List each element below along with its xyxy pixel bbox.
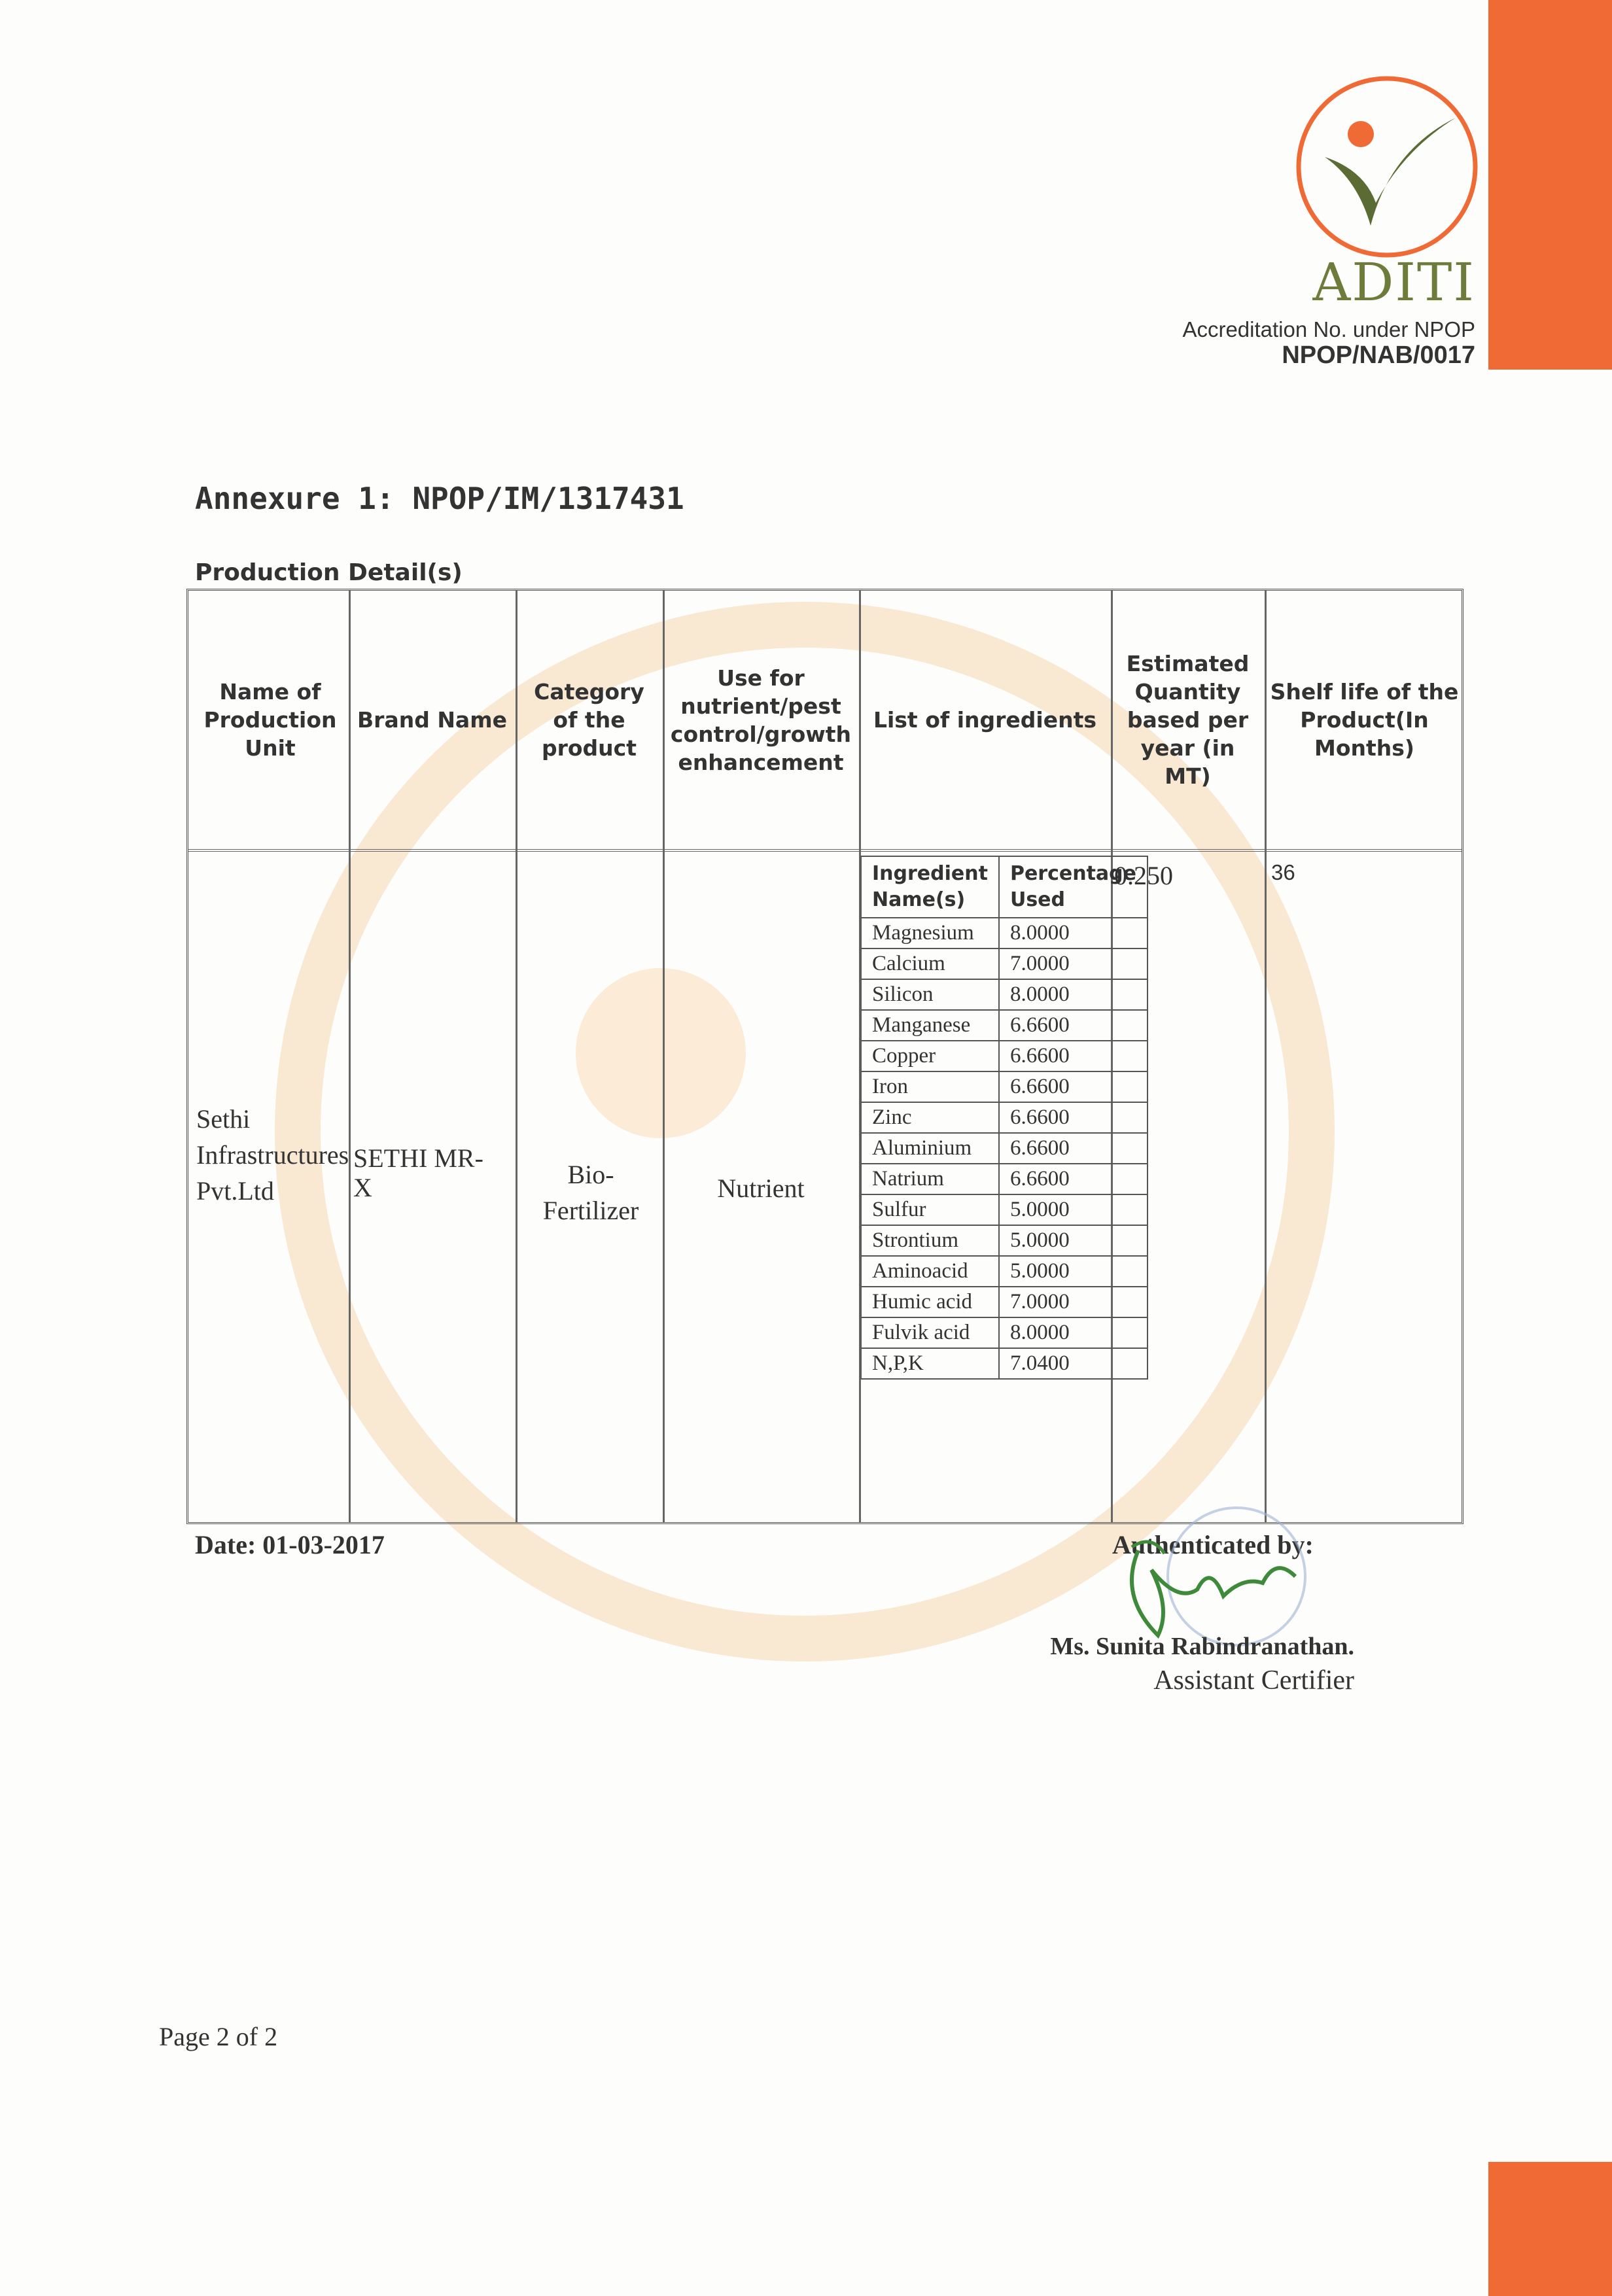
ingredient-percentage: 6.6600: [999, 1041, 1148, 1071]
header-use: Use for nutrient/pest control/growth enhancement: [670, 665, 852, 775]
ingredient-percentage: 6.6600: [999, 1071, 1148, 1102]
ingredient-percentage: 5.0000: [999, 1256, 1148, 1287]
table-row: [861, 1071, 1148, 1102]
col-divider: [663, 591, 665, 1522]
ingredient-name: Calcium: [861, 948, 999, 979]
header-brand-name: Brand Name: [357, 707, 507, 733]
ingredient-name: Iron: [861, 1071, 999, 1102]
ingredient-percentage: 5.0000: [999, 1194, 1148, 1225]
ingredient-name: Natrium: [861, 1164, 999, 1194]
brand-name-value: SETHI MR-X: [353, 1143, 483, 1202]
header-production-unit: Name of Production Unit: [203, 679, 337, 761]
ingredient-percentage: 5.0000: [999, 1225, 1148, 1256]
ingredient-percentage: 6.6600: [999, 1164, 1148, 1194]
table-row: [861, 1348, 1148, 1379]
table-row: [861, 1225, 1148, 1256]
table-row: [861, 1164, 1148, 1194]
table-row: [861, 1287, 1148, 1317]
ingredient-name: Copper: [861, 1041, 999, 1071]
category-value: Bio-Fertilizer: [542, 1160, 639, 1225]
section-title: Production Detail(s): [195, 559, 463, 586]
annexure-title: Annexure 1: NPOP/IM/1317431: [195, 481, 684, 516]
col-divider: [349, 591, 351, 1522]
table-row: [861, 1102, 1148, 1133]
accreditation-label: Accreditation No. under NPOP: [1182, 317, 1475, 341]
page-number: Page 2 of 2: [159, 2022, 278, 2051]
ingredient-percentage: 8.0000: [999, 918, 1148, 948]
shelf-life-value: 36: [1271, 860, 1295, 884]
table-row: [861, 1256, 1148, 1287]
ingredient-name: Humic acid: [861, 1287, 999, 1317]
production-unit-value: Sethi Infrastructures Pvt.Ltd: [196, 1104, 349, 1206]
table-row: [861, 918, 1148, 948]
aditi-logo-icon: [1292, 72, 1482, 262]
ingredient-percentage: 7.0000: [999, 948, 1148, 979]
header-shelf-life: Shelf life of the Product(In Months): [1270, 679, 1459, 761]
signer-name: Ms. Sunita Rabindranathan.: [1050, 1633, 1354, 1660]
accent-bar-top: [1488, 0, 1612, 370]
col-divider: [516, 591, 517, 1522]
table-row: [861, 979, 1148, 1010]
date: Date: 01-03-2017: [195, 1530, 385, 1559]
col-divider: [1265, 591, 1267, 1522]
ingredient-name: Aluminium: [861, 1133, 999, 1164]
accent-bar-bottom: [1488, 2162, 1612, 2296]
header-divider: [188, 849, 1462, 852]
header-quantity: Estimated Quantity based per year (in MT): [1126, 651, 1250, 789]
ingredients-table: [860, 856, 1148, 1380]
ingredient-name: Silicon: [861, 979, 999, 1010]
ingredient-percentage: 6.6600: [999, 1133, 1148, 1164]
ingredient-name: Sulfur: [861, 1194, 999, 1225]
header-ingredients: List of ingredients: [873, 707, 1097, 733]
table-row: [861, 1317, 1148, 1348]
ingredient-percentage: 8.0000: [999, 1317, 1148, 1348]
table-row: [861, 1010, 1148, 1041]
ingredient-name: Magnesium: [861, 918, 999, 948]
accreditation-number: NPOP/NAB/0017: [1282, 341, 1475, 369]
ingredient-name: N,P,K: [861, 1348, 999, 1379]
ingredient-percentage: 6.6600: [999, 1102, 1148, 1133]
table-row: [861, 948, 1148, 979]
ingredient-name-header: Ingredient Name(s): [861, 856, 999, 918]
quantity-value: 0.250: [1114, 861, 1173, 890]
ingredient-name: Strontium: [861, 1225, 999, 1256]
ingredient-name: Zinc: [861, 1102, 999, 1133]
table-row: [861, 1194, 1148, 1225]
ingredient-percentage: 7.0400: [999, 1348, 1148, 1379]
ingredient-name: Manganese: [861, 1010, 999, 1041]
table-row: [861, 1041, 1148, 1071]
ingredient-percentage: 8.0000: [999, 979, 1148, 1010]
authenticated-by-label: Authenticated by:: [1112, 1530, 1314, 1559]
brand-name: ADITI: [1312, 252, 1475, 313]
use-value: Nutrient: [717, 1174, 805, 1203]
table-row: [861, 1133, 1148, 1164]
ingredient-name: Fulvik acid: [861, 1317, 999, 1348]
ingredient-percentage: 6.6600: [999, 1010, 1148, 1041]
signer-role: Assistant Certifier: [1153, 1665, 1354, 1696]
ingredient-percentage: 7.0000: [999, 1287, 1148, 1317]
percentage-header: Percentage Used: [999, 856, 1148, 918]
production-table: [186, 589, 1463, 1524]
ingredient-name: Aminoacid: [861, 1256, 999, 1287]
header-category: Category of the product: [534, 679, 644, 761]
